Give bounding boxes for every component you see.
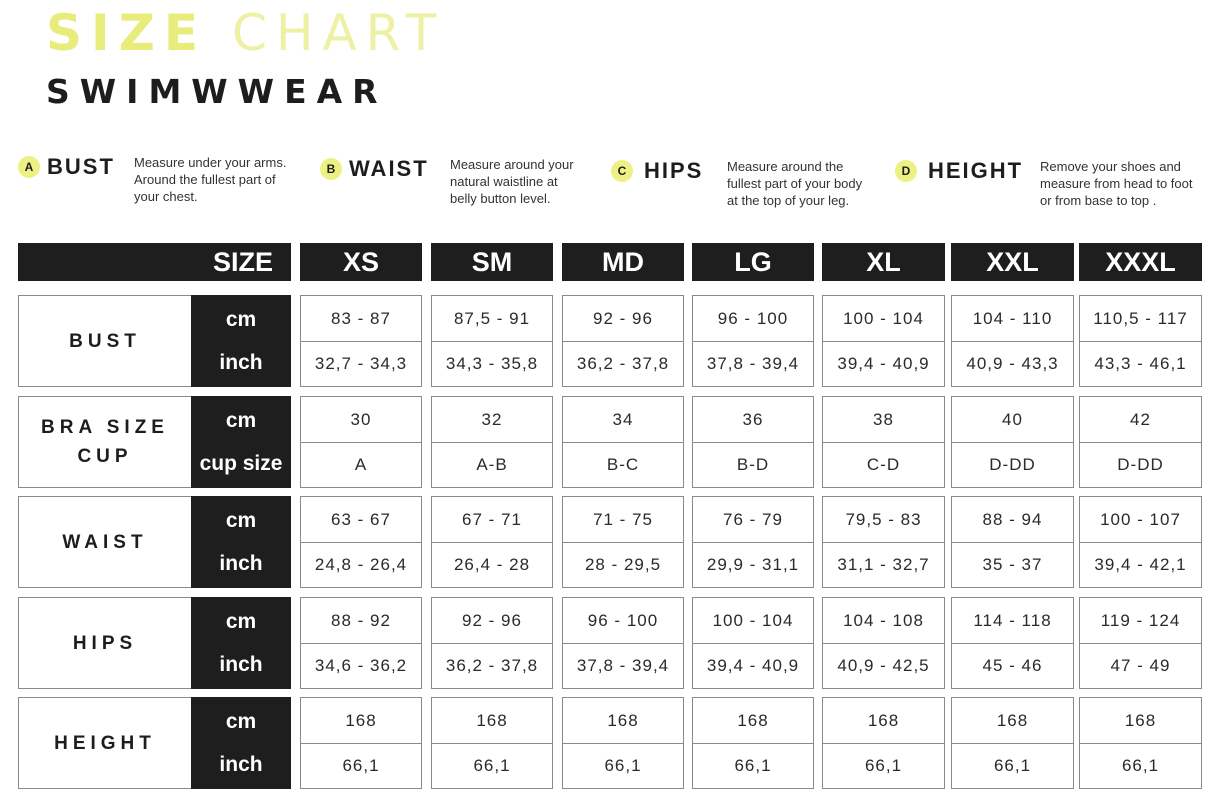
table-cell [951,496,1074,588]
cell-value-secondary: 34,3 - 35,8 [445,354,539,373]
table-cell [300,396,422,488]
unit-label: inch [219,351,263,374]
guide-title-waist: WAIST [349,156,429,181]
table-cell [431,597,553,689]
size-header-sm: SM [431,243,553,281]
size-column-header: SIZE [18,243,291,281]
table-cell [822,597,945,689]
row-label-line: HIPS [72,632,138,654]
cell-value-primary: 100 - 104 [843,309,924,328]
cell-value-secondary: A [354,455,368,474]
table-cell [562,396,684,488]
table-cell [562,697,684,789]
cell-value-primary: 71 - 75 [593,510,653,529]
table-cell [692,295,814,387]
guide-title-hips: HIPS [644,158,704,183]
size-header-xxxl: XXXL [1079,243,1202,281]
cell-value-secondary: 66,1 [604,756,642,775]
row-label-waist [18,496,290,588]
cell-value-secondary: 39,4 - 40,9 [706,656,800,675]
row-label-text [19,698,191,788]
guide-badge-bust: A [18,156,40,178]
table-cell [300,496,422,588]
table-cell [822,396,945,488]
guide-title-bust: BUST [47,154,115,179]
table-cell [951,396,1074,488]
cell-value-secondary: 32,7 - 34,3 [314,354,408,373]
table-cell [822,697,945,789]
cell-value-primary: 92 - 96 [462,611,522,630]
cell-value-secondary: C-D [866,455,901,474]
cell-value-secondary: 40,9 - 42,5 [837,656,930,675]
guide-badge-height: D [895,160,917,182]
table-cell [431,697,553,789]
table-cell [951,597,1074,689]
guide-description-line: Around the fullest part of [134,172,276,187]
cell-value-secondary: 66,1 [864,756,903,775]
table-cell [692,597,814,689]
cell-value-primary: 83 - 87 [331,309,391,328]
cell-value-secondary: 35 - 37 [982,555,1043,574]
cell-value-primary: 96 - 100 [717,309,789,328]
row-label-hips [18,597,290,689]
cell-value-secondary: 29,9 - 31,1 [706,555,800,574]
cell-value-primary: 104 - 110 [972,309,1053,328]
cell-value-secondary: 45 - 46 [982,656,1043,675]
cell-value-secondary: 36,2 - 37,8 [576,354,670,373]
cell-value-secondary: 66,1 [734,756,772,775]
table-cell [822,496,945,588]
row-label-bra-size-cup [18,396,290,488]
cell-value-primary: 92 - 96 [593,309,653,328]
cell-value-secondary: 26,4 - 28 [453,555,531,574]
table-cell [951,697,1074,789]
title-bold-word: SIZE [46,4,208,62]
table-cell [692,396,814,488]
table-cell [1079,697,1202,789]
cell-value-secondary: 47 - 49 [1110,656,1171,675]
cell-value-primary: 114 - 118 [973,611,1052,630]
size-header-md: MD [562,243,684,281]
guide-badge-hips: C [611,160,633,182]
cell-value-secondary: D-DD [989,455,1036,474]
row-label-bust [18,295,290,387]
unit-box [191,597,291,689]
cell-value-primary: 38 [873,410,894,429]
cell-value-secondary: 43,3 - 46,1 [1094,354,1187,373]
cell-value-primary: 88 - 94 [982,510,1043,529]
row-label-text [19,296,191,386]
guide-height [0,154,1226,214]
cell-value-secondary: B-D [736,455,770,474]
unit-label: inch [219,753,263,776]
cell-value-primary: 88 - 92 [331,611,391,630]
cell-value-primary: 110,5 - 117 [1093,309,1188,328]
row-label-line: BUST [69,330,141,352]
cell-value-primary: 87,5 - 91 [453,309,531,328]
cell-value-primary: 79,5 - 83 [845,510,922,529]
row-label-line: BRA SIZE [41,417,169,438]
cell-value-primary: 119 - 124 [1100,611,1181,630]
cell-value-primary: 168 [867,711,900,730]
table-cell [300,597,422,689]
table-cell [1079,396,1202,488]
cell-value-secondary: 66,1 [993,756,1032,775]
guide-description-line: belly button level. [450,191,551,206]
cell-value-secondary: 39,4 - 42,1 [1094,555,1187,574]
row-label-text [19,598,191,688]
guide-description-line: Measure around the [727,159,844,174]
unit-label: cm [225,308,257,331]
guide-title-height: HEIGHT [928,158,1024,183]
table-cell [822,295,945,387]
cell-value-primary: 32 [481,410,503,429]
table-cell [300,295,422,387]
table-cell [692,496,814,588]
row-label-height [18,697,290,789]
table-cell [562,597,684,689]
size-header-xxl: XXL [951,243,1074,281]
table-cell [1079,496,1202,588]
cell-value-secondary: 31,1 - 32,7 [837,555,930,574]
table-cell [562,295,684,387]
row-label-text [19,397,191,487]
guide-description-line: natural waistline at [450,174,558,189]
cell-value-secondary: 37,8 - 39,4 [576,656,670,675]
unit-label: inch [219,552,263,575]
title-light-word: CHART [231,4,446,62]
cell-value-primary: 168 [345,711,377,730]
guide-description-line: measure from head to foot [1040,176,1193,191]
cell-value-secondary: 34,6 - 36,2 [314,656,408,675]
guide-description-line: Remove your shoes and [1040,159,1181,174]
cell-value-primary: 96 - 100 [587,611,659,630]
cell-value-secondary: 37,8 - 39,4 [706,354,800,373]
guide-description-line: your chest. [134,189,198,204]
cell-value-secondary: B-C [606,455,640,474]
table-cell [431,396,553,488]
unit-label: cup size [199,452,283,475]
row-label-line: CUP [77,446,133,467]
cell-value-secondary: 39,4 - 40,9 [837,354,930,373]
page-subtitle: SWIMWWEAR [46,72,388,111]
page-title [46,6,445,60]
cell-value-secondary: 28 - 29,5 [584,555,662,574]
cell-value-primary: 42 [1130,410,1151,429]
cell-value-primary: 40 [1002,410,1023,429]
unit-box [191,396,291,488]
guide-description-line: fullest part of your body [727,176,863,191]
cell-value-secondary: 36,2 - 37,8 [445,656,539,675]
cell-value-primary: 168 [607,711,639,730]
table-cell [562,496,684,588]
cell-value-primary: 36 [742,410,764,429]
row-label-line: WAIST [62,531,148,553]
table-cell [1079,295,1202,387]
guide-description-height [1040,158,1192,209]
unit-label: cm [225,610,257,633]
cell-value-primary: 104 - 108 [843,611,924,630]
table-cell [951,295,1074,387]
cell-value-secondary: 66,1 [1121,756,1160,775]
unit-box [191,697,291,789]
cell-value-primary: 100 - 104 [712,611,794,630]
row-label-text [19,497,191,587]
cell-value-primary: 168 [1124,711,1157,730]
cell-value-primary: 168 [737,711,769,730]
guide-description-line: at the top of your leg. [727,193,850,208]
guide-description-line: Measure under your arms. [134,155,287,170]
cell-value-primary: 76 - 79 [723,510,783,529]
cell-value-primary: 67 - 71 [462,510,522,529]
cell-value-secondary: D-DD [1117,455,1164,474]
table-cell [431,496,553,588]
cell-value-secondary: 24,8 - 26,4 [314,555,408,574]
guide-description-line: Measure around your [450,157,574,172]
cell-value-secondary: 40,9 - 43,3 [966,354,1059,373]
table-cell [431,295,553,387]
cell-value-secondary: 66,1 [473,756,511,775]
unit-label: cm [225,509,257,532]
table-cell [692,697,814,789]
size-header-lg: LG [692,243,814,281]
cell-value-secondary: 66,1 [342,756,380,775]
cell-value-primary: 30 [350,410,372,429]
cell-value-primary: 100 - 107 [1100,510,1181,529]
table-cell [1079,597,1202,689]
guide-badge-waist: B [320,158,342,180]
guide-description-line: or from base to top . [1040,193,1157,208]
unit-label: inch [219,653,263,676]
cell-value-primary: 34 [612,410,634,429]
row-label-line: HEIGHT [54,732,156,754]
unit-label: cm [225,409,257,432]
cell-value-primary: 63 - 67 [331,510,391,529]
unit-box [191,496,291,588]
cell-value-secondary: A-B [476,455,508,474]
unit-box [191,295,291,387]
unit-label: cm [225,710,257,733]
cell-value-primary: 168 [476,711,508,730]
size-header-xs: XS [300,243,422,281]
size-header-xl: XL [822,243,945,281]
cell-value-primary: 168 [996,711,1029,730]
table-cell [300,697,422,789]
